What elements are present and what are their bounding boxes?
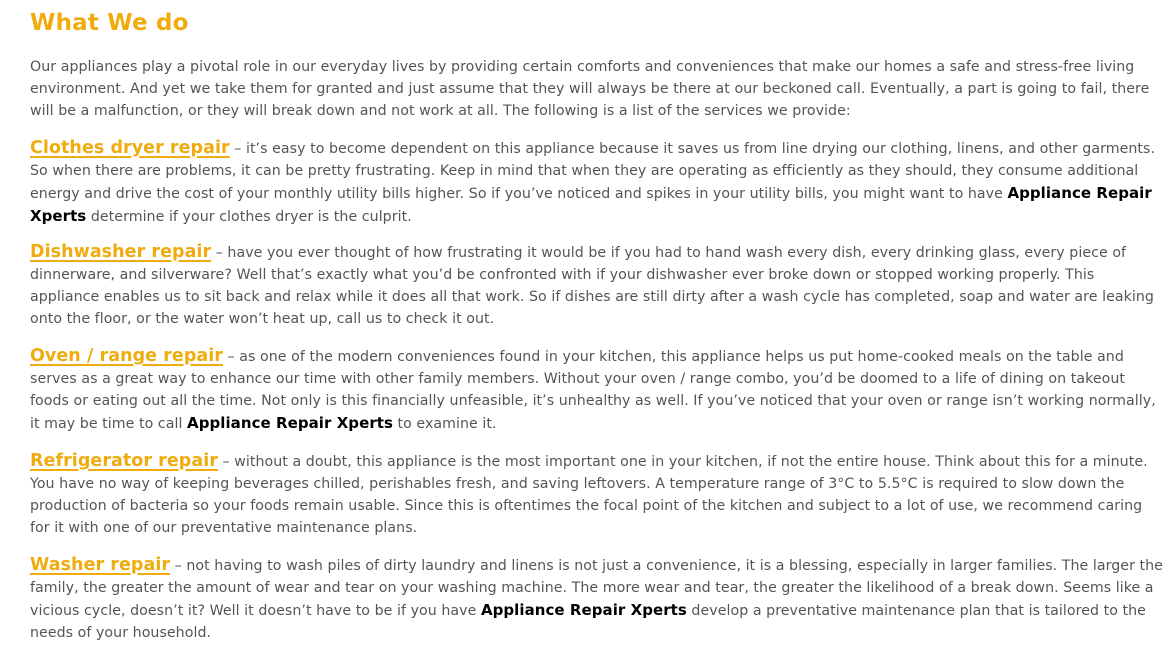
- washer-repair-link[interactable]: Washer repair: [30, 555, 171, 575]
- service-refrigerator: [30, 450, 1166, 539]
- service-description-end: to examine it.: [392, 416, 497, 432]
- brand-name: Appliance Repair Xperts: [480, 601, 687, 619]
- service-oven-range: [30, 345, 1166, 435]
- service-description: – have you ever thought of how frustrating it would be if you had to hand wash every dish, every drinking glass, every piece of dinnerware, and silverware? Well that’s exactly what you’d be confronted with if your dishwasher ever broke down or stopped working properly. This appliance enables us to sit back and relax while it does all that work. So if dishes are still dirty after a wash cycle has completed, soap and water are leaking onto the floor, or the water won’t heat up, call us to check it out.: [30, 245, 1154, 327]
- dishwasher-repair-link[interactable]: Dishwasher repair: [30, 242, 212, 262]
- brand-name: Appliance Repair Xperts: [30, 184, 1152, 225]
- intro-paragraph: Our appliances play a pivotal role in our everyday lives by providing certain comforts and conveniences that make our homes a safe and stress-free living environment. And yet we take them for granted and just assume that they will always be there at our beckoned call. Eventually, a part is going to fail, there will be a malfunction, or they will break down and not work at all. The following is a list of the services we provide:: [30, 59, 1150, 119]
- service-description: – as one of the modern conveniences found in your kitchen, this appliance helps us put home-cooked meals on the table and serves as a great way to enhance our time with other family members. Without your oven / range combo, you’d be doomed to a life of dining on takeout foods or eating out all the time. Not only is this financially unfeasible, it’s unhealthy as well. If you’ve noticed that your oven or range isn’t working normally, it may be time to call: [30, 349, 1156, 432]
- service-description: – not having to wash piles of dirty laundry and linens is not just a convenience, it is a blessing, especially in larger families. The larger the family, the greater the amount of wear and tear on your washing machine. The more wear and tear, the greater the likelihood of a break down. Seems like a vicious cycle, doesn’t it? Well it doesn’t have to be if you have: [30, 558, 1163, 619]
- clothes-dryer-repair-link[interactable]: Clothes dryer repair: [30, 138, 230, 158]
- oven-range-repair-link[interactable]: Oven / range repair: [30, 346, 223, 366]
- refrigerator-repair-link[interactable]: Refrigerator repair: [30, 451, 218, 471]
- service-dishwasher: [30, 241, 1166, 330]
- page-title: What We do: [30, 10, 189, 36]
- service-description-end: develop a preventative maintenance plan that is tailored to the needs of your household.: [30, 603, 1146, 641]
- service-description: – without a doubt, this appliance is the most important one in your kitchen, if not the entire house. Think about this for a minute. You have no way of keeping beverages chilled, perishables fresh, and saving leftovers. A temperature range of 3°C to 5.5°C is required to slow down the production of bacteria so your foods remain usable. Since this is oftentimes the focal point of the kitchen and subject to a lot of use, we recommend caring for it with one of our preventative maintenance plans.: [30, 454, 1148, 536]
- brand-name: Appliance Repair Xperts: [187, 414, 393, 432]
- service-washer: [30, 554, 1166, 644]
- service-description: – it’s easy to become dependent on this appliance because it saves us from line drying our clothing, linens, and other garments. So when there are problems, it can be pretty frustrating. Keep in mind that when they are operating as efficiently as they should, they consume additional energy and drive the cost of your monthly utility bills higher. So if you’ve noticed and spikes in your utility bills, you might want to have: [30, 141, 1156, 202]
- service-clothes-dryer: [30, 137, 1166, 228]
- service-description-end: determine if your clothes dryer is the culprit.: [86, 209, 412, 225]
